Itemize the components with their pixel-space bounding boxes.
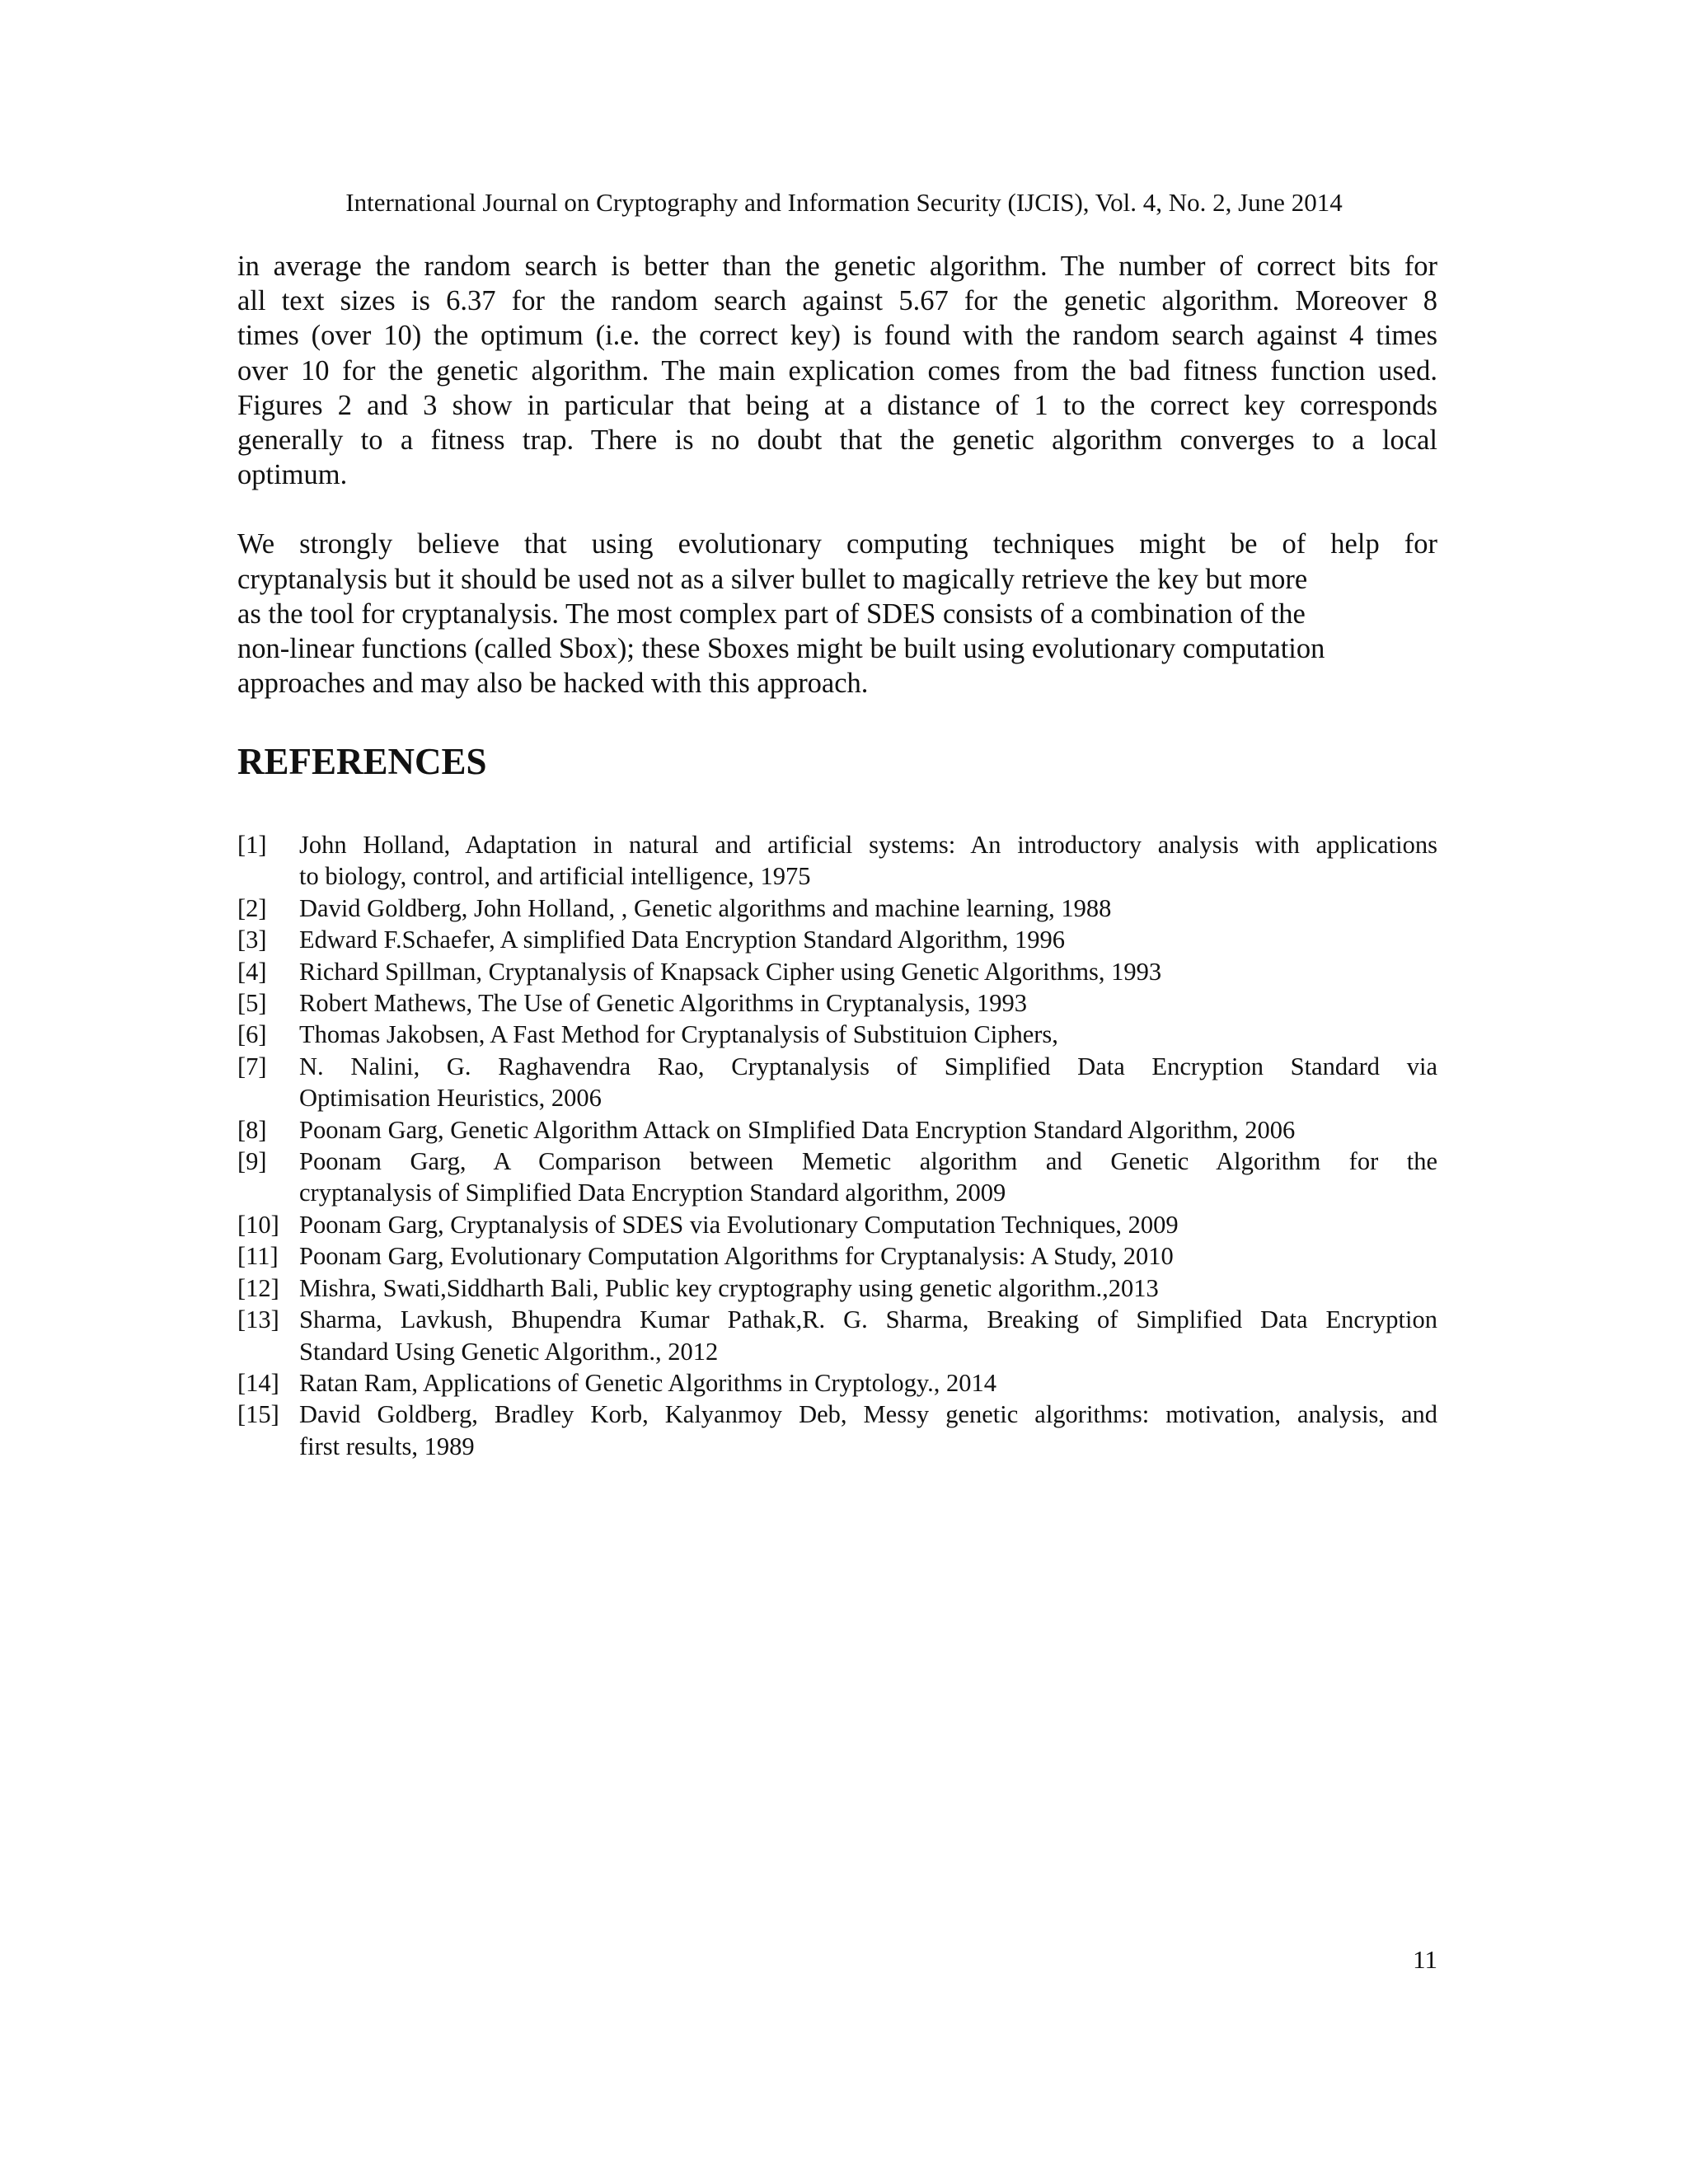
text-line: as the tool for cryptanalysis. The most complex part of SDES consists of a combination of the <box>237 598 1306 630</box>
reference-text-line: Mishra, Swati,Siddharth Bali, Public key cryptography using genetic algorithm.,2013 <box>299 1273 1159 1302</box>
text-line: approaches and may also be hacked with this approach. <box>237 668 869 700</box>
reference-number: [2] <box>237 893 267 922</box>
text-line: times (over 10) the optimum (i.e. the correct key) is found with the random search against 4 times <box>237 320 1437 352</box>
reference-item <box>237 1051 1437 1114</box>
page-number: 11 <box>1413 1945 1437 1974</box>
reference-number: [13] <box>237 1305 279 1334</box>
reference-text-line: Edward F.Schaefer, A simplified Data Encryption Standard Algorithm, 1996 <box>299 926 1065 954</box>
reference-text-line: Richard Spillman, Cryptanalysis of Knapsack Cipher using Genetic Algorithms, 1993 <box>299 957 1162 986</box>
references-heading: REFERENCES <box>237 741 487 782</box>
reference-number: [5] <box>237 989 267 1018</box>
reference-text-line: Poonam Garg, Genetic Algorithm Attack on SImplified Data Encryption Standard Algorithm, 2006 <box>299 1115 1296 1144</box>
reference-number: [7] <box>237 1052 267 1080</box>
reference-item <box>237 829 1437 893</box>
paragraph-outlook <box>237 527 1437 701</box>
reference-text-line: Sharma, Lavkush, Bhupendra Kumar Pathak,R. G. Sharma, Breaking of Simplified Data Encryption <box>299 1305 1437 1334</box>
text-line: over 10 for the genetic algorithm. The main explication comes from the bad fitness function used. <box>237 354 1437 387</box>
reference-item <box>237 956 1437 987</box>
reference-item <box>237 987 1437 1019</box>
reference-text-line: Poonam Garg, Evolutionary Computation Algorithms for Cryptanalysis: A Study, 2010 <box>299 1242 1174 1271</box>
reference-text-line: Thomas Jakobsen, A Fast Method for Cryptanalysis of Substituion Ciphers, <box>299 1020 1058 1049</box>
reference-item <box>237 1240 1437 1272</box>
reference-number: [15] <box>237 1400 279 1429</box>
references-list <box>237 829 1437 1462</box>
reference-number: [9] <box>237 1147 267 1176</box>
text-line: cryptanalysis but it should be used not as a silver bullet to magically retrieve the key but more <box>237 563 1308 595</box>
reference-number: [8] <box>237 1115 267 1144</box>
reference-item <box>237 1114 1437 1146</box>
reference-text-line: Ratan Ram, Applications of Genetic Algorithms in Cryptology., 2014 <box>299 1368 997 1397</box>
reference-item <box>237 1304 1437 1367</box>
text-line: all text sizes is 6.37 for the random search against 5.67 for the genetic algorithm. Moreover 8 <box>237 285 1437 317</box>
reference-text-line: Standard Using Genetic Algorithm., 2012 <box>299 1337 719 1366</box>
text-line: We strongly believe that using evolutionary computing techniques might be of help for <box>237 528 1437 560</box>
reference-item <box>237 1367 1437 1399</box>
reference-item <box>237 893 1437 924</box>
paragraph-conclusion-results <box>237 249 1437 492</box>
running-header: International Journal on Cryptography and Information Security (IJCIS), Vol. 4, No. 2, June 2014 <box>345 188 1343 217</box>
reference-text-line: John Holland, Adaptation in natural and artificial systems: An introductory analysis with applications <box>299 831 1437 859</box>
reference-text-line: Optimisation Heuristics, 2006 <box>299 1084 602 1113</box>
reference-text-line: N. Nalini, G. Raghavendra Rao, Cryptanalysis of Simplified Data Encryption Standard via <box>299 1052 1437 1080</box>
reference-number: [12] <box>237 1273 279 1302</box>
reference-text-line: David Goldberg, Bradley Korb, Kalyanmoy Deb, Messy genetic algorithms: motivation, analysis, and <box>299 1400 1437 1429</box>
reference-text-line: Poonam Garg, A Comparison between Memetic algorithm and Genetic Algorithm for the <box>299 1147 1437 1176</box>
reference-text-line: Robert Mathews, The Use of Genetic Algorithms in Cryptanalysis, 1993 <box>299 989 1027 1018</box>
reference-text-line: David Goldberg, John Holland, , Genetic algorithms and machine learning, 1988 <box>299 893 1112 922</box>
reference-item <box>237 1019 1437 1050</box>
reference-item <box>237 1399 1437 1462</box>
text-line: non-linear functions (called Sbox); these Sboxes might be built using evolutionary computation <box>237 633 1325 665</box>
reference-number: [1] <box>237 831 267 859</box>
text-line: in average the random search is better than the genetic algorithm. The number of correct bits for <box>237 251 1437 282</box>
text-line: optimum. <box>237 459 348 491</box>
text-line: Figures 2 and 3 show in particular that being at a distance of 1 to the correct key corresponds <box>237 389 1437 421</box>
reference-number: [14] <box>237 1368 279 1397</box>
reference-text-line: first results, 1989 <box>299 1432 475 1460</box>
reference-item <box>237 1272 1437 1304</box>
reference-item <box>237 924 1437 955</box>
reference-text-line: to biology, control, and artificial intelligence, 1975 <box>299 862 811 891</box>
reference-number: [3] <box>237 926 267 954</box>
reference-number: [11] <box>237 1242 279 1271</box>
reference-number: [4] <box>237 957 267 986</box>
text-line: generally to a fitness trap. There is no doubt that the genetic algorithm converges to a local <box>237 424 1437 457</box>
reference-text-line: cryptanalysis of Simplified Data Encryption Standard algorithm, 2009 <box>299 1179 1006 1207</box>
reference-text-line: Poonam Garg, Cryptanalysis of SDES via Evolutionary Computation Techniques, 2009 <box>299 1210 1179 1239</box>
reference-item <box>237 1146 1437 1209</box>
reference-number: [6] <box>237 1020 267 1049</box>
reference-item <box>237 1209 1437 1240</box>
body-text <box>237 249 1437 701</box>
reference-number: [10] <box>237 1210 279 1239</box>
